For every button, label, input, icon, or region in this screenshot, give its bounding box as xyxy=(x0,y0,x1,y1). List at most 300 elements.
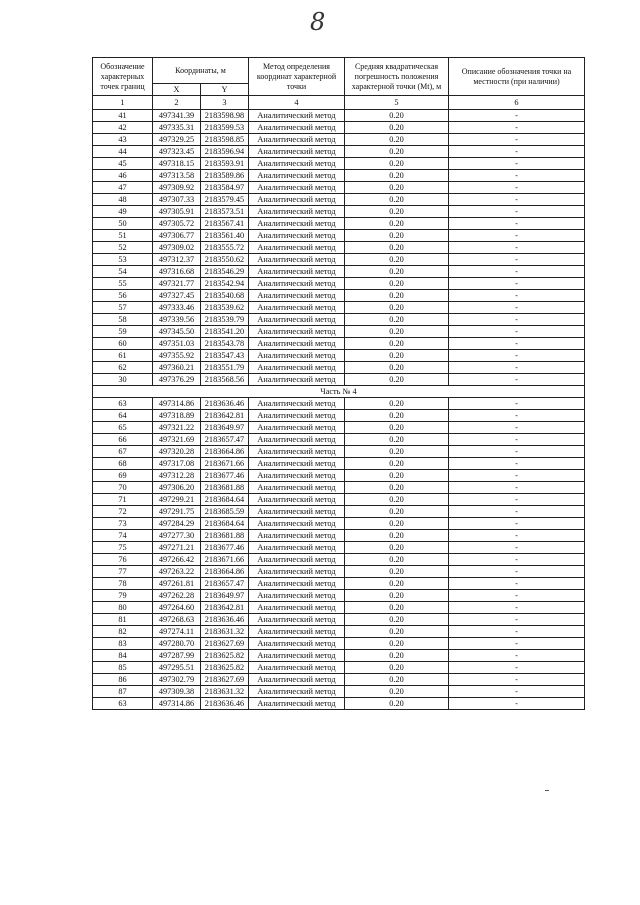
description-cell: - xyxy=(449,494,585,506)
coord-y: 2183625.82 xyxy=(201,662,249,674)
coord-y: 2183671.66 xyxy=(201,458,249,470)
point-id: 57 xyxy=(93,302,153,314)
accuracy-cell: 0.20 xyxy=(345,398,449,410)
coord-y: 2183681.88 xyxy=(201,530,249,542)
accuracy-cell: 0.20 xyxy=(345,650,449,662)
point-id: 60 xyxy=(93,338,153,350)
coord-x: 497305.72 xyxy=(153,218,201,230)
description-cell: - xyxy=(449,218,585,230)
method-cell: Аналитический метод xyxy=(249,242,345,254)
coord-x: 497284.29 xyxy=(153,518,201,530)
description-cell: - xyxy=(449,542,585,554)
coord-x: 497306.77 xyxy=(153,230,201,242)
coord-y: 2183598.85 xyxy=(201,134,249,146)
coord-x: 497316.68 xyxy=(153,266,201,278)
coord-x: 497295.51 xyxy=(153,662,201,674)
coord-x: 497309.02 xyxy=(153,242,201,254)
page-number: 8 xyxy=(310,8,326,36)
description-cell: - xyxy=(449,614,585,626)
method-cell: Аналитический метод xyxy=(249,662,345,674)
method-cell: Аналитический метод xyxy=(249,278,345,290)
accuracy-cell: 0.20 xyxy=(345,350,449,362)
method-cell: Аналитический метод xyxy=(249,206,345,218)
accuracy-cell: 0.20 xyxy=(345,326,449,338)
point-id: 59 xyxy=(93,326,153,338)
scan-mark xyxy=(545,790,549,791)
point-id: 85 xyxy=(93,662,153,674)
coord-x: 497321.22 xyxy=(153,422,201,434)
table-row xyxy=(93,302,585,314)
description-cell: - xyxy=(449,158,585,170)
point-id: 45 xyxy=(93,158,153,170)
point-id: 68 xyxy=(93,458,153,470)
coord-y: 2183551.79 xyxy=(201,362,249,374)
method-cell: Аналитический метод xyxy=(249,290,345,302)
method-cell: Аналитический метод xyxy=(249,218,345,230)
table-row xyxy=(93,254,585,266)
point-id: 49 xyxy=(93,206,153,218)
description-cell: - xyxy=(449,398,585,410)
accuracy-cell: 0.20 xyxy=(345,314,449,326)
method-cell: Аналитический метод xyxy=(249,350,345,362)
coord-y: 2183657.47 xyxy=(201,578,249,590)
accuracy-cell: 0.20 xyxy=(345,590,449,602)
accuracy-cell: 0.20 xyxy=(345,578,449,590)
coord-y: 2183636.46 xyxy=(201,614,249,626)
header-coordinates: Координаты, м xyxy=(153,58,249,84)
header-point-designation: Обозначение характерных точек границ xyxy=(93,58,153,96)
table-row xyxy=(93,362,585,374)
table-row xyxy=(93,530,585,542)
coord-y: 2183677.46 xyxy=(201,542,249,554)
description-cell: - xyxy=(449,266,585,278)
header-x: X xyxy=(153,84,201,96)
table-row xyxy=(93,314,585,326)
point-id: 51 xyxy=(93,230,153,242)
table-row xyxy=(93,614,585,626)
method-cell: Аналитический метод xyxy=(249,566,345,578)
accuracy-cell: 0.20 xyxy=(345,446,449,458)
coord-y: 2183539.62 xyxy=(201,302,249,314)
method-cell: Аналитический метод xyxy=(249,266,345,278)
coord-y: 2183561.40 xyxy=(201,230,249,242)
coord-x: 497264.60 xyxy=(153,602,201,614)
coord-x: 497307.33 xyxy=(153,194,201,206)
table-row xyxy=(93,134,585,146)
method-cell: Аналитический метод xyxy=(249,302,345,314)
accuracy-cell: 0.20 xyxy=(345,506,449,518)
table-row xyxy=(93,170,585,182)
table-row xyxy=(93,182,585,194)
description-cell: - xyxy=(449,506,585,518)
method-cell: Аналитический метод xyxy=(249,650,345,662)
point-id: 63 xyxy=(93,698,153,710)
coord-y: 2183685.59 xyxy=(201,506,249,518)
description-cell: - xyxy=(449,578,585,590)
column-number: 3 xyxy=(201,96,249,110)
coord-x: 497320.28 xyxy=(153,446,201,458)
accuracy-cell: 0.20 xyxy=(345,218,449,230)
coord-x: 497314.86 xyxy=(153,398,201,410)
coord-x: 497306.20 xyxy=(153,482,201,494)
accuracy-cell: 0.20 xyxy=(345,266,449,278)
description-cell: - xyxy=(449,122,585,134)
description-cell: - xyxy=(449,602,585,614)
method-cell: Аналитический метод xyxy=(249,506,345,518)
coord-x: 497302.79 xyxy=(153,674,201,686)
table-row xyxy=(93,230,585,242)
description-cell: - xyxy=(449,194,585,206)
table-row xyxy=(93,350,585,362)
coord-y: 2183631.32 xyxy=(201,626,249,638)
point-id: 65 xyxy=(93,422,153,434)
point-id: 62 xyxy=(93,362,153,374)
coord-x: 497313.58 xyxy=(153,170,201,182)
point-id: 41 xyxy=(93,110,153,122)
coord-y: 2183636.46 xyxy=(201,698,249,710)
point-id: 55 xyxy=(93,278,153,290)
accuracy-cell: 0.20 xyxy=(345,698,449,710)
coord-y: 2183547.43 xyxy=(201,350,249,362)
coord-y: 2183589.86 xyxy=(201,170,249,182)
accuracy-cell: 0.20 xyxy=(345,434,449,446)
description-cell: - xyxy=(449,314,585,326)
table-row xyxy=(93,662,585,674)
point-id: 43 xyxy=(93,134,153,146)
table-row xyxy=(93,122,585,134)
table-row xyxy=(93,506,585,518)
description-cell: - xyxy=(449,170,585,182)
accuracy-cell: 0.20 xyxy=(345,242,449,254)
method-cell: Аналитический метод xyxy=(249,374,345,386)
coord-y: 2183642.81 xyxy=(201,602,249,614)
point-id: 66 xyxy=(93,434,153,446)
method-cell: Аналитический метод xyxy=(249,122,345,134)
point-id: 83 xyxy=(93,638,153,650)
point-id: 69 xyxy=(93,470,153,482)
accuracy-cell: 0.20 xyxy=(345,278,449,290)
table-row xyxy=(93,338,585,350)
coord-y: 2183671.66 xyxy=(201,554,249,566)
table-row xyxy=(93,446,585,458)
accuracy-cell: 0.20 xyxy=(345,530,449,542)
coord-y: 2183540.68 xyxy=(201,290,249,302)
point-id: 48 xyxy=(93,194,153,206)
point-id: 54 xyxy=(93,266,153,278)
method-cell: Аналитический метод xyxy=(249,134,345,146)
accuracy-cell: 0.20 xyxy=(345,122,449,134)
table-row xyxy=(93,638,585,650)
accuracy-cell: 0.20 xyxy=(345,554,449,566)
description-cell: - xyxy=(449,254,585,266)
coord-y: 2183598.98 xyxy=(201,110,249,122)
coord-y: 2183573.51 xyxy=(201,206,249,218)
coord-x: 497280.70 xyxy=(153,638,201,650)
coord-y: 2183636.46 xyxy=(201,398,249,410)
method-cell: Аналитический метод xyxy=(249,182,345,194)
accuracy-cell: 0.20 xyxy=(345,602,449,614)
accuracy-cell: 0.20 xyxy=(345,374,449,386)
coord-y: 2183542.94 xyxy=(201,278,249,290)
coord-x: 497309.38 xyxy=(153,686,201,698)
coord-y: 2183681.88 xyxy=(201,482,249,494)
description-cell: - xyxy=(449,206,585,218)
table-row xyxy=(93,398,585,410)
table-row xyxy=(93,242,585,254)
description-cell: - xyxy=(449,482,585,494)
accuracy-cell: 0.20 xyxy=(345,470,449,482)
accuracy-cell: 0.20 xyxy=(345,422,449,434)
coord-x: 497318.89 xyxy=(153,410,201,422)
coord-x: 497277.30 xyxy=(153,530,201,542)
point-id: 72 xyxy=(93,506,153,518)
description-cell: - xyxy=(449,698,585,710)
coord-y: 2183649.97 xyxy=(201,590,249,602)
description-cell: - xyxy=(449,338,585,350)
table-row xyxy=(93,470,585,482)
coord-x: 497287.99 xyxy=(153,650,201,662)
point-id: 77 xyxy=(93,566,153,578)
coord-y: 2183664.86 xyxy=(201,446,249,458)
table-row xyxy=(93,158,585,170)
coord-y: 2183625.82 xyxy=(201,650,249,662)
method-cell: Аналитический метод xyxy=(249,338,345,350)
point-id: 53 xyxy=(93,254,153,266)
coord-y: 2183593.91 xyxy=(201,158,249,170)
point-id: 30 xyxy=(93,374,153,386)
accuracy-cell: 0.20 xyxy=(345,110,449,122)
coord-x: 497262.28 xyxy=(153,590,201,602)
column-number: 6 xyxy=(449,96,585,110)
coord-x: 497321.77 xyxy=(153,278,201,290)
table-row xyxy=(93,194,585,206)
point-id: 42 xyxy=(93,122,153,134)
accuracy-cell: 0.20 xyxy=(345,494,449,506)
coord-x: 497341.39 xyxy=(153,110,201,122)
accuracy-cell: 0.20 xyxy=(345,290,449,302)
table-row xyxy=(93,206,585,218)
coord-x: 497321.69 xyxy=(153,434,201,446)
point-id: 79 xyxy=(93,590,153,602)
table-row xyxy=(93,278,585,290)
boundary-points-table xyxy=(92,57,585,710)
method-cell: Аналитический метод xyxy=(249,422,345,434)
section-label: Часть № 4 xyxy=(93,386,585,398)
coord-y: 2183684.64 xyxy=(201,518,249,530)
description-cell: - xyxy=(449,434,585,446)
description-cell: - xyxy=(449,686,585,698)
accuracy-cell: 0.20 xyxy=(345,338,449,350)
description-cell: - xyxy=(449,326,585,338)
coord-x: 497291.75 xyxy=(153,506,201,518)
coord-x: 497318.15 xyxy=(153,158,201,170)
coord-y: 2183568.56 xyxy=(201,374,249,386)
point-id: 63 xyxy=(93,398,153,410)
method-cell: Аналитический метод xyxy=(249,410,345,422)
table-row xyxy=(93,674,585,686)
accuracy-cell: 0.20 xyxy=(345,674,449,686)
table-row xyxy=(93,578,585,590)
description-cell: - xyxy=(449,410,585,422)
point-id: 70 xyxy=(93,482,153,494)
description-cell: - xyxy=(449,650,585,662)
method-cell: Аналитический метод xyxy=(249,626,345,638)
accuracy-cell: 0.20 xyxy=(345,410,449,422)
coord-y: 2183539.79 xyxy=(201,314,249,326)
coord-x: 497271.21 xyxy=(153,542,201,554)
accuracy-cell: 0.20 xyxy=(345,626,449,638)
description-cell: - xyxy=(449,626,585,638)
coord-x: 497299.21 xyxy=(153,494,201,506)
method-cell: Аналитический метод xyxy=(249,110,345,122)
method-cell: Аналитический метод xyxy=(249,482,345,494)
coord-y: 2183599.53 xyxy=(201,122,249,134)
table-row xyxy=(93,374,585,386)
accuracy-cell: 0.20 xyxy=(345,206,449,218)
accuracy-cell: 0.20 xyxy=(345,230,449,242)
accuracy-cell: 0.20 xyxy=(345,362,449,374)
table-row xyxy=(93,650,585,662)
point-id: 46 xyxy=(93,170,153,182)
column-number: 4 xyxy=(249,96,345,110)
point-id: 81 xyxy=(93,614,153,626)
method-cell: Аналитический метод xyxy=(249,362,345,374)
header-y: Y xyxy=(201,84,249,96)
accuracy-cell: 0.20 xyxy=(345,566,449,578)
accuracy-cell: 0.20 xyxy=(345,182,449,194)
header-accuracy: Средняя квадратическая погрешность положения характерной точки (Mt), м xyxy=(345,58,449,96)
coord-y: 2183677.46 xyxy=(201,470,249,482)
coord-x: 497268.63 xyxy=(153,614,201,626)
coord-x: 497312.28 xyxy=(153,470,201,482)
point-id: 50 xyxy=(93,218,153,230)
table-row xyxy=(93,218,585,230)
method-cell: Аналитический метод xyxy=(249,602,345,614)
table-row xyxy=(93,410,585,422)
description-cell: - xyxy=(449,422,585,434)
coord-x: 497376.29 xyxy=(153,374,201,386)
accuracy-cell: 0.20 xyxy=(345,686,449,698)
description-cell: - xyxy=(449,230,585,242)
method-cell: Аналитический метод xyxy=(249,458,345,470)
coord-y: 2183546.29 xyxy=(201,266,249,278)
table-row xyxy=(93,434,585,446)
table-row xyxy=(93,494,585,506)
coord-y: 2183627.69 xyxy=(201,674,249,686)
description-cell: - xyxy=(449,110,585,122)
accuracy-cell: 0.20 xyxy=(345,134,449,146)
description-cell: - xyxy=(449,662,585,674)
method-cell: Аналитический метод xyxy=(249,698,345,710)
point-id: 74 xyxy=(93,530,153,542)
coord-x: 497323.45 xyxy=(153,146,201,158)
table-row xyxy=(93,698,585,710)
point-id: 78 xyxy=(93,578,153,590)
description-cell: - xyxy=(449,146,585,158)
point-id: 58 xyxy=(93,314,153,326)
table-row xyxy=(93,542,585,554)
coord-x: 497333.46 xyxy=(153,302,201,314)
coord-x: 497360.21 xyxy=(153,362,201,374)
table-row xyxy=(93,482,585,494)
method-cell: Аналитический метод xyxy=(249,686,345,698)
point-id: 76 xyxy=(93,554,153,566)
table-row xyxy=(93,422,585,434)
accuracy-cell: 0.20 xyxy=(345,170,449,182)
point-id: 73 xyxy=(93,518,153,530)
coord-x: 497327.45 xyxy=(153,290,201,302)
method-cell: Аналитический метод xyxy=(249,578,345,590)
coord-x: 497274.11 xyxy=(153,626,201,638)
method-cell: Аналитический метод xyxy=(249,674,345,686)
method-cell: Аналитический метод xyxy=(249,470,345,482)
point-id: 52 xyxy=(93,242,153,254)
method-cell: Аналитический метод xyxy=(249,254,345,266)
column-number: 1 xyxy=(93,96,153,110)
table-row xyxy=(93,590,585,602)
coord-y: 2183541.20 xyxy=(201,326,249,338)
accuracy-cell: 0.20 xyxy=(345,458,449,470)
accuracy-cell: 0.20 xyxy=(345,638,449,650)
point-id: 56 xyxy=(93,290,153,302)
point-id: 80 xyxy=(93,602,153,614)
method-cell: Аналитический метод xyxy=(249,494,345,506)
coord-x: 497351.03 xyxy=(153,338,201,350)
coord-x: 497263.22 xyxy=(153,566,201,578)
table-row xyxy=(93,626,585,638)
coord-y: 2183631.32 xyxy=(201,686,249,698)
description-cell: - xyxy=(449,638,585,650)
description-cell: - xyxy=(449,674,585,686)
table-row xyxy=(93,518,585,530)
method-cell: Аналитический метод xyxy=(249,530,345,542)
description-cell: - xyxy=(449,458,585,470)
description-cell: - xyxy=(449,242,585,254)
coord-y: 2183649.97 xyxy=(201,422,249,434)
coord-x: 497261.81 xyxy=(153,578,201,590)
coord-y: 2183550.62 xyxy=(201,254,249,266)
accuracy-cell: 0.20 xyxy=(345,662,449,674)
table-row xyxy=(93,566,585,578)
description-cell: - xyxy=(449,134,585,146)
coord-x: 497339.56 xyxy=(153,314,201,326)
method-cell: Аналитический метод xyxy=(249,170,345,182)
coord-y: 2183684.64 xyxy=(201,494,249,506)
method-cell: Аналитический метод xyxy=(249,446,345,458)
point-id: 87 xyxy=(93,686,153,698)
description-cell: - xyxy=(449,350,585,362)
accuracy-cell: 0.20 xyxy=(345,542,449,554)
description-cell: - xyxy=(449,590,585,602)
table-row xyxy=(93,290,585,302)
table-row xyxy=(93,110,585,122)
description-cell: - xyxy=(449,566,585,578)
description-cell: - xyxy=(449,182,585,194)
description-cell: - xyxy=(449,362,585,374)
accuracy-cell: 0.20 xyxy=(345,146,449,158)
accuracy-cell: 0.20 xyxy=(345,194,449,206)
point-id: 71 xyxy=(93,494,153,506)
method-cell: Аналитический метод xyxy=(249,614,345,626)
method-cell: Аналитический метод xyxy=(249,194,345,206)
description-cell: - xyxy=(449,278,585,290)
column-number: 5 xyxy=(345,96,449,110)
description-cell: - xyxy=(449,446,585,458)
description-cell: - xyxy=(449,374,585,386)
point-id: 86 xyxy=(93,674,153,686)
coord-y: 2183664.86 xyxy=(201,566,249,578)
method-cell: Аналитический метод xyxy=(249,230,345,242)
